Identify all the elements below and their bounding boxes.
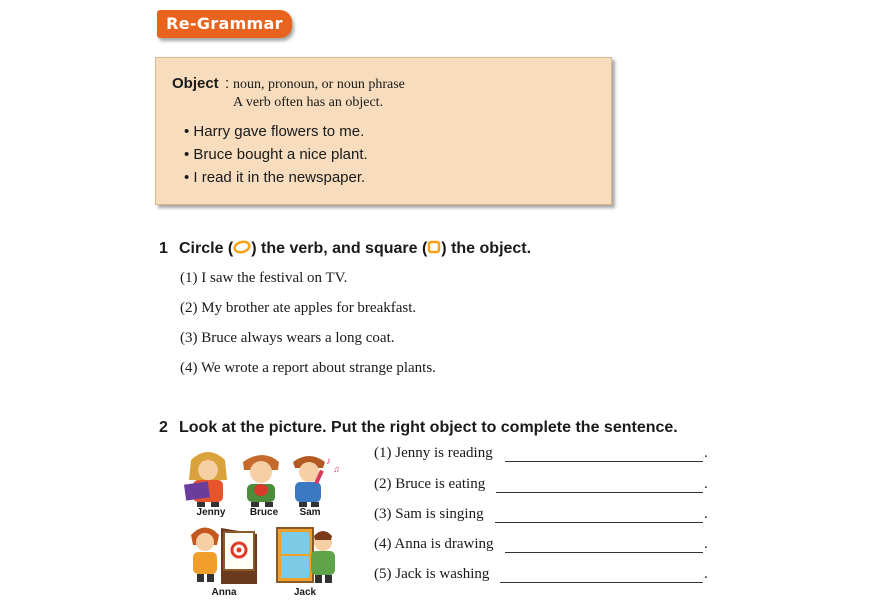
- square-mark-icon: [427, 240, 441, 254]
- period: .: [704, 445, 708, 461]
- exercise2-sentence: (2) Bruce is eating: [374, 476, 486, 492]
- jack-figure: [277, 528, 335, 583]
- exercise1-number: 1: [159, 240, 168, 257]
- answer-blank-5[interactable]: [500, 568, 703, 583]
- answer-blank-3[interactable]: [495, 508, 703, 523]
- rule-note: A verb often has an object.: [233, 95, 384, 110]
- rule-colon: :: [225, 75, 230, 92]
- exercise2-sentence: (1) Jenny is reading: [374, 445, 493, 461]
- exercise1-item: (4) We wrote a report about strange plants.: [180, 360, 436, 376]
- name-label: Jack: [293, 587, 317, 598]
- exercise1-item: (3) Bruce always wears a long coat.: [180, 330, 395, 346]
- exercise2-instruction: Look at the picture. Put the right object to complete the sentence.: [179, 419, 678, 436]
- answer-blank-2[interactable]: [496, 478, 703, 493]
- jenny-figure: [184, 452, 227, 507]
- exercise2-sentence: (5) Jack is washing: [374, 566, 490, 582]
- svg-text:♫: ♫: [333, 464, 340, 474]
- exercise2-sentence: (4) Anna is drawing: [374, 536, 494, 552]
- name-label: Jenny: [196, 507, 226, 518]
- anna-figure: [191, 528, 257, 585]
- exercise1-item: (2) My brother ate apples for breakfast.: [180, 300, 417, 316]
- svg-text:♪: ♪: [326, 456, 331, 467]
- rule-term: Object: [172, 75, 219, 92]
- sam-figure: [293, 456, 340, 507]
- instruction-part: ) the object.: [441, 240, 532, 257]
- exercise1-item: (1) I saw the festival on TV.: [180, 270, 348, 286]
- period: .: [704, 476, 708, 492]
- period: .: [704, 536, 708, 552]
- exercise2-number: 2: [159, 419, 168, 436]
- exercise1-instruction: [179, 240, 531, 258]
- bruce-figure: [243, 455, 279, 507]
- section-badge: Re-Grammar: [157, 10, 292, 38]
- rule-definition: noun, pronoun, or noun phrase: [233, 77, 405, 92]
- answer-blank-1[interactable]: [505, 447, 703, 462]
- name-label: Anna: [211, 587, 237, 598]
- rule-example: • Bruce bought a nice plant.: [184, 146, 368, 163]
- circle-mark-icon: [233, 240, 251, 254]
- instruction-part: ) the verb, and square (: [251, 240, 428, 257]
- rule-example: • I read it in the newspaper.: [184, 169, 366, 186]
- name-label: Sam: [299, 507, 321, 518]
- children-illustration: [183, 450, 353, 600]
- period: .: [704, 566, 708, 582]
- answer-blank-4[interactable]: [505, 538, 703, 553]
- instruction-part: Circle (: [179, 240, 234, 257]
- name-label: Bruce: [249, 507, 279, 518]
- exercise2-sentence: (3) Sam is singing: [374, 506, 484, 522]
- period: .: [704, 506, 708, 522]
- rule-example: • Harry gave flowers to me.: [184, 123, 365, 140]
